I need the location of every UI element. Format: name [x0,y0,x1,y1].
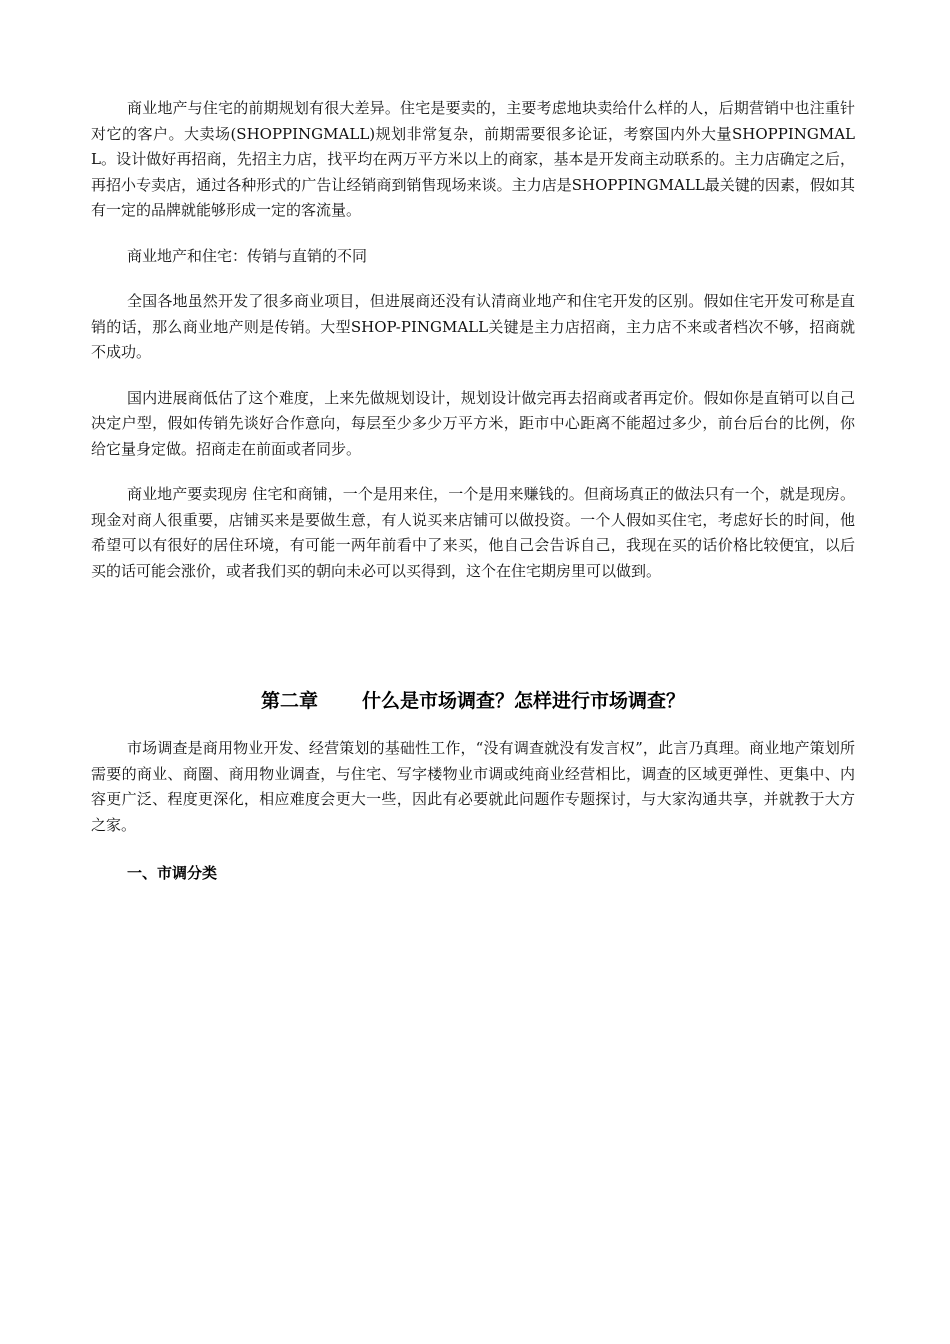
paragraph-ready-property: 商业地产要卖现房 住宅和商铺，一个是用来住，一个是用来赚钱的。但商场真正的做法只有一个，就是现房。现金对商人很重要，店铺买来是要做生意，有人说买来店铺可以做投资。一个人假如买住宅，考虑好长的时间，他希望可以有很好的居住环境，有可能一两年前看中了来买，他自己会告诉自己，我现在买的话价格比较便宜，以后买的话可能会涨价，或者我们买的朝向未必可以买得到，这个在住宅期房里可以做到。 [91,485,855,580]
paragraph-market-research-intro: 市场调查是商用物业开发、经营策划的基础性工作，“没有调查就没有发言权”，此言乃真理。商业地产策划所需要的商业、商圈、商用物业调查，与住宅、写字楼物业市调或纯商业经营相比，调查的区域更弹性、更集中、内容更广泛、程度更深化，相应难度会更大一些，因此有必要就此问题作专题探讨，与大家沟通共享，并就教于大方之家。 [91,739,855,834]
section-heading: 一、市调分类 [127,864,218,882]
document-body [91,96,855,882]
paragraph-subheading-distribution: 商业地产和住宅：传销与直销的不同 [127,246,368,265]
paragraph-shoppingmall-planning: 商业地产与住宅的前期规划有很大差异。住宅是要卖的，主要考虑地块卖给什么样的人，后期营销中也注重针对它的客户。大卖场(SHOPPINGMALL)规划非常复杂，前期需要很多论证，考察国内外大量SHOPPINGMALL。设计做好再招商，先招主力店，找平均在两万平方米以上的商家，基本是开发商主动联系的。主力店确定之后，再招小专卖店，通过各种形式的广告让经销商到销售现场来谈。主力店是SHOPPINGMALL最关键的因素，假如其有一定的品牌就能够形成一定的客流量。 [91,99,855,219]
chapter-heading [91,686,855,713]
chapter-title: 什么是市场调查？怎样进行市场调查？ [362,690,686,712]
chapter-number: 第二章 [260,690,318,712]
paragraph-commercial-vs-residential: 全国各地虽然开发了很多商业项目，但进展商还没有认清商业地产和住宅开发的区别。假如住宅开发可称是直销的话，那么商业地产则是传销。大型SHOP-PINGMALL关键是主力店招商，主力店不来或者档次不够，招商就不成功。 [91,292,855,361]
paragraph-developer-difficulty: 国内进展商低估了这个难度，上来先做规划设计，规划设计做完再去招商或者再定价。假如你是直销可以自己决定户型，假如传销先谈好合作意向，每层至少多少万平方米，距市中心距离不能超过多少，前台后台的比例，你给它量身定做。招商走在前面或者同步。 [91,388,855,458]
